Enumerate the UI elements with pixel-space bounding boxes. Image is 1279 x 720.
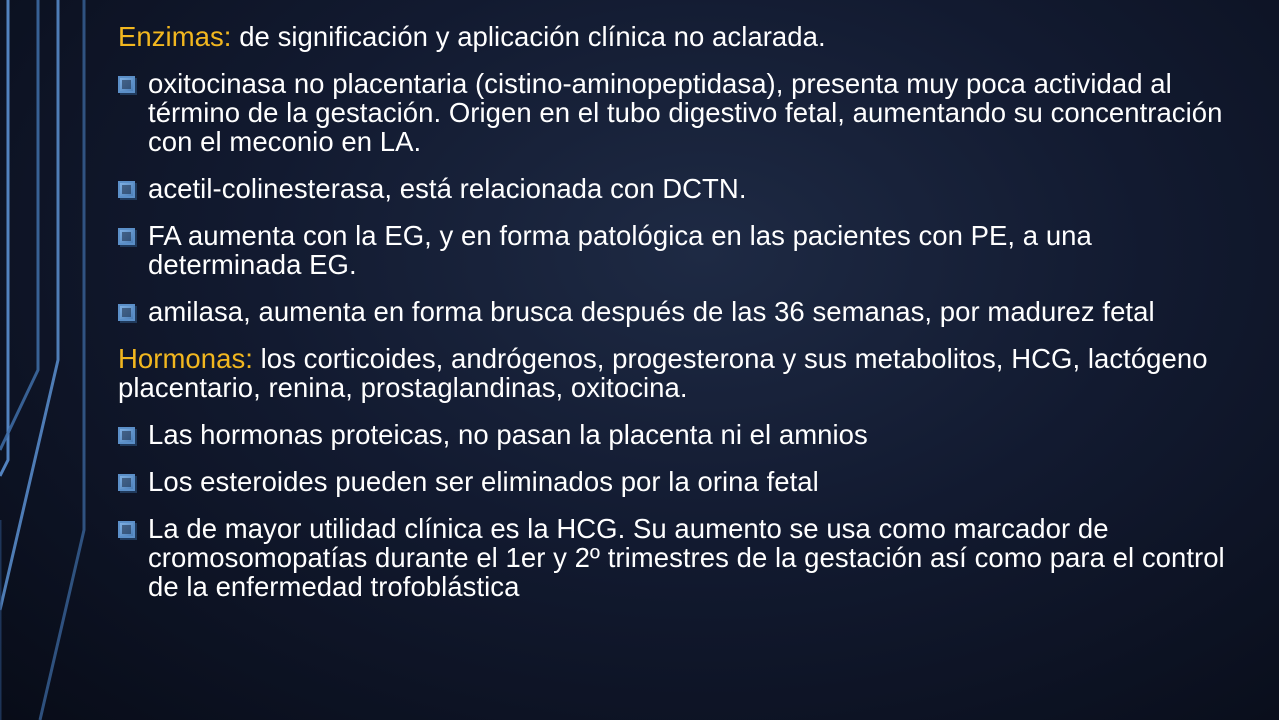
list-item-text: oxitocinasa no placentaria (cistino-aminopeptidasa), presenta muy poca actividad al término de la gestación. Origen en el tubo digestivo fetal, aumentando su concentración con el meconio en LA. — [148, 68, 1223, 157]
square-bullet-icon — [118, 304, 135, 321]
list-item-text: amilasa, aumenta en forma brusca después de las 36 semanas, por madurez fetal — [148, 296, 1155, 327]
list-item — [118, 221, 1238, 279]
list-item — [118, 69, 1238, 156]
hormonas-label: Hormonas: — [118, 343, 253, 374]
list-item-text: La de mayor utilidad clínica es la HCG. Su aumento se usa como marcador de cromosomopatías durante el 1er y 2º trimestres de la gestación así como para el control de la enfermedad trofoblástica — [148, 513, 1225, 602]
list-item — [118, 420, 1238, 449]
deco-line-4 — [40, 0, 84, 720]
square-bullet-icon — [118, 474, 135, 491]
square-bullet-icon — [118, 427, 135, 444]
hormonas-intro: los corticoides, andrógenos, progesterona y sus metabolitos, HCG, lactógeno placentario, renina, prostaglandinas, oxitocina. — [118, 343, 1208, 403]
list-item — [118, 297, 1238, 326]
enzimas-label: Enzimas: — [118, 21, 232, 52]
decorative-side-lines — [0, 0, 130, 720]
list-item-text: acetil-colinesterasa, está relacionada con DCTN. — [148, 173, 747, 204]
square-bullet-icon — [118, 181, 135, 198]
hormonas-heading — [118, 344, 1238, 402]
square-bullet-icon — [118, 521, 135, 538]
list-item — [118, 514, 1238, 601]
deco-line-2 — [0, 0, 38, 450]
enzimas-intro: de significación y aplicación clínica no aclarada. — [231, 21, 826, 52]
list-item-text: FA aumenta con la EG, y en forma patológica en las pacientes con PE, a una determinada EG. — [148, 220, 1092, 280]
list-item — [118, 174, 1238, 203]
slide-content — [118, 22, 1238, 619]
enzimas-heading — [118, 22, 1238, 51]
deco-line-1 — [0, 0, 8, 476]
square-bullet-icon — [118, 76, 135, 93]
square-bullet-icon — [118, 228, 135, 245]
list-item — [118, 467, 1238, 496]
list-item-text: Las hormonas proteicas, no pasan la placenta ni el amnios — [148, 419, 868, 450]
list-item-text: Los esteroides pueden ser eliminados por la orina fetal — [148, 466, 819, 497]
